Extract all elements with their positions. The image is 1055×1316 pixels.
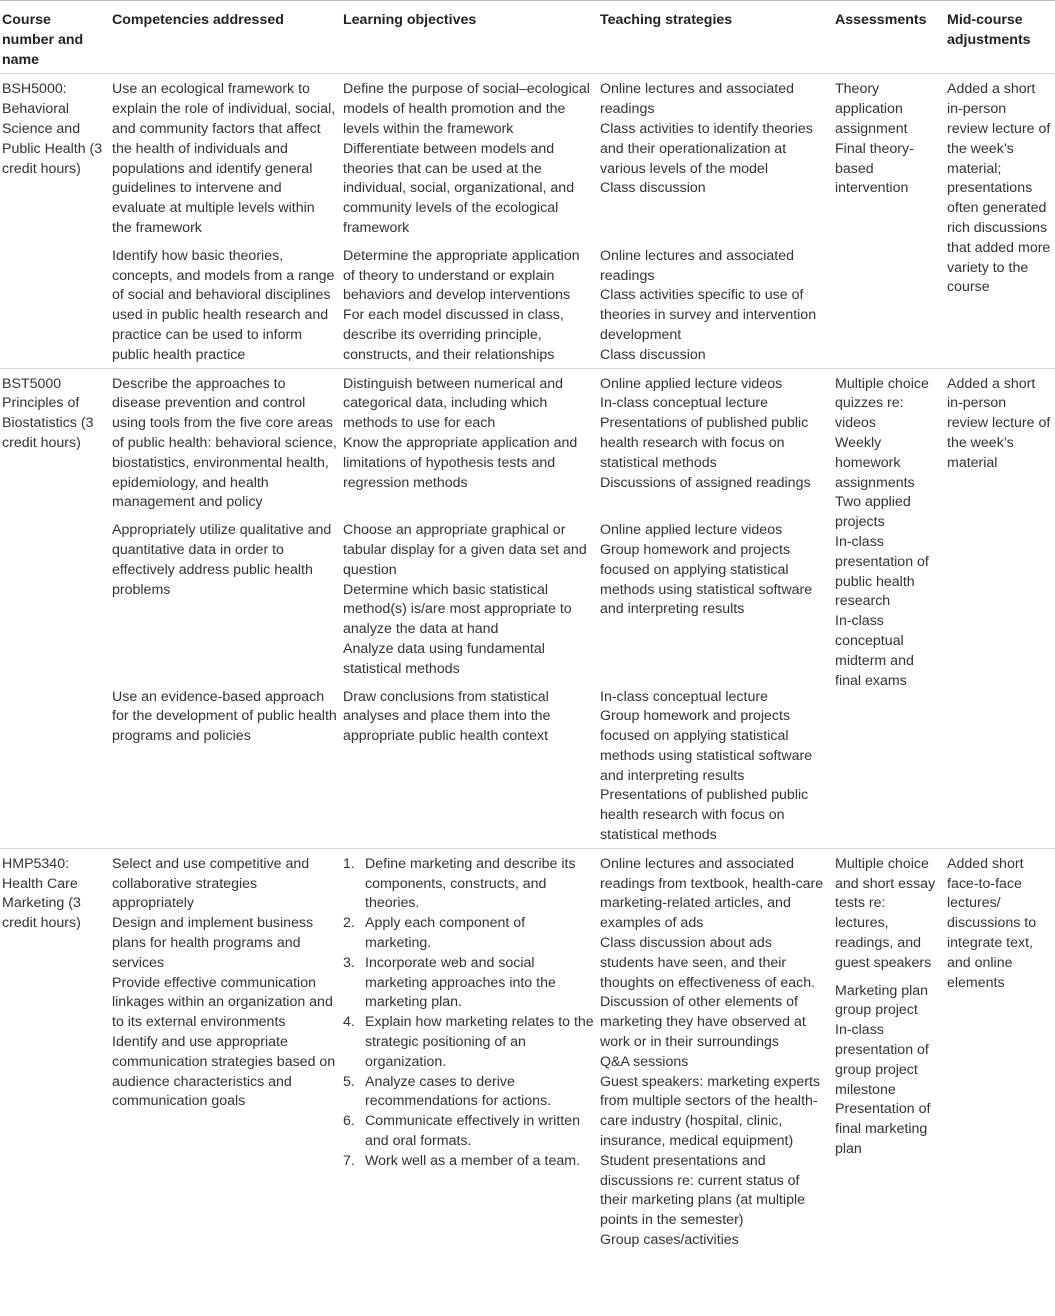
strategies-cell — [598, 515, 833, 681]
strategy: Online lectures and associated readings from textbook, health-care marketing-related articles, and examples of ads — [600, 855, 824, 932]
strategy: Group homework and projects focused on applying statistical methods using statistical software and interpreting results — [600, 541, 813, 618]
assessment: In-class conceptual midterm and final exams — [835, 613, 914, 689]
adjustment-cell: Added short face-to-face lectures/ discussions to integrate text, and online elements — [945, 848, 1055, 1252]
objective: Define the purpose of social–ecological models of health promotion and the levels within the framework — [343, 81, 590, 137]
header-adjustments: Mid-course adjustments — [947, 12, 1031, 48]
header-strategies: Teaching strategies — [600, 12, 733, 28]
course-name: HMP5340: Health Care Marketing (3 credit hours) — [0, 848, 110, 1252]
strategy: Group homework and projects focused on applying statistical methods using statistical software and interpreting results — [600, 708, 813, 784]
objectives-cell — [341, 368, 598, 515]
assessments-cell — [833, 74, 945, 368]
strategy: Presentations of published public health research with focus on statistical methods — [600, 415, 809, 471]
competency-cell: Identify how basic theories, concepts, and models from a range of social and behavioral disciplines used in public health research and practice can be used to inform public health practice — [112, 247, 335, 363]
competency-cell: Use an ecological framework to explain the role of individual, social, and community factors that affect the health of individuals and populations and identify general guidelines to intervene and evaluate at multiple levels within the framework — [110, 74, 341, 241]
competency-cell: Appropriately utilize qualitative and quantitative data in order to effectively address public health problems — [112, 522, 332, 598]
objective: Choose an appropriate graphical or tabular display for a given data set and question — [343, 522, 587, 578]
strategy: Q&A sessions — [600, 1053, 689, 1070]
header-objectives: Learning objectives — [343, 12, 477, 28]
assessments-cell — [833, 368, 945, 848]
header-competencies: Competencies addressed — [112, 12, 284, 28]
assessment: Theory application assignment — [835, 81, 908, 137]
strategies-cell — [598, 368, 833, 515]
assessment: Two applied projects — [835, 494, 911, 531]
competency: Provide effective communication linkages within an organization and to its external environments — [112, 974, 333, 1031]
table-row — [0, 368, 1055, 515]
table-header-row — [0, 1, 1055, 74]
strategy: Class activities specific to use of theories in survey and intervention development — [600, 287, 817, 343]
strategy: In-class conceptual lecture — [600, 395, 768, 412]
list-item: 1. Define marketing and describe its components, constructs, and theories. — [343, 855, 576, 912]
competency-cell: Use an evidence-based approach for the development of public health programs and policies — [112, 688, 337, 745]
assessment: Final theory-based intervention — [835, 140, 914, 197]
list-item: 7. Work well as a member of a team. — [343, 1152, 580, 1169]
strategies-cell — [598, 682, 833, 849]
list-item: 4. Explain how marketing relates to the strategic positioning of an organization. — [343, 1014, 594, 1070]
list-item: 6. Communicate effectively in written and oral formats. — [343, 1113, 581, 1150]
competency-cell: Describe the approaches to disease prevention and control using tools from the five core areas of public health: behavioral science, biostatistics, environmental health, epidemiology, and health management and policy — [110, 368, 341, 515]
list-item: 3. Incorporate web and social marketing approaches into the marketing plan. — [343, 954, 556, 1011]
assessment: Presentation of final marketing plan — [835, 1101, 931, 1158]
adjustment-cell: Added a short in-person review lecture of the week’s material — [945, 368, 1055, 848]
strategy: Online applied lecture videos — [600, 375, 783, 392]
objective: Know the appropriate application and limitations of hypothesis tests and regression methods — [343, 434, 578, 491]
objectives-cell — [341, 682, 598, 849]
strategy: In-class conceptual lecture — [600, 688, 768, 705]
strategy: Presentations of published public health research with focus on statistical methods — [600, 787, 809, 844]
assessments-cell — [833, 848, 945, 1252]
strategies-cell — [598, 74, 833, 241]
assessment: Multiple choice and short essay tests re: lectures, readings, and guest speakers — [835, 855, 936, 971]
strategies-cell — [598, 241, 833, 368]
strategy: Group cases/activities — [600, 1232, 739, 1249]
objective: Differentiate between models and theories that can be used at the individual, social, organizational, and community levels of the ecological framework — [343, 140, 575, 236]
assessment: In-class presentation of public health research — [835, 533, 929, 610]
strategy: Online lectures and associated readings — [600, 247, 795, 284]
strategy: Guest speakers: marketing experts from multiple sectors of the health-care industry (hospital, clinic, insurance, medical equipment) — [600, 1073, 821, 1150]
strategy: Discussions of assigned readings — [600, 474, 811, 491]
objective: Distinguish between numerical and categorical data, including which methods to use for each — [343, 375, 564, 432]
strategy: Class discussion — [600, 180, 706, 197]
objectives-cell — [341, 241, 598, 368]
table-row — [0, 848, 1055, 1252]
objectives-cell — [341, 74, 598, 241]
adjustment-cell: Added a short in-person review lecture of the week’s material; presentations often generated rich discussions that added more variety to the course — [945, 74, 1055, 368]
competency: Identify and use appropriate communication strategies based on audience characteristics and communication goals — [112, 1034, 336, 1110]
strategy: Class discussion about ads students have seen, and their thoughts on effectiveness of each. — [600, 935, 816, 991]
strategy: Discussion of other elements of marketing they have observed at work or in their surroundings — [600, 994, 806, 1051]
competency-cell — [110, 848, 341, 1252]
header-course: Course number and name — [2, 12, 84, 68]
strategy: Class activities to identify theories and their operationalization at various levels of the model — [600, 120, 813, 177]
list-item: 2. Apply each component of marketing. — [343, 915, 526, 952]
list-item: 5. Analyze cases to derive recommendations for actions. — [343, 1073, 552, 1110]
course-name: BSH5000: Behavioral Science and Public Health (3 credit hours) — [0, 74, 110, 368]
strategy: Online lectures and associated readings — [600, 81, 795, 118]
competency: Design and implement business plans for health programs and services — [112, 915, 314, 971]
strategy: Student presentations and discussions re: current status of their marketing plans (at multiple points in the semester) — [600, 1152, 806, 1229]
strategy: Class discussion — [600, 346, 706, 363]
assessment: Marketing plan group project — [835, 982, 929, 1019]
header-assessments: Assessments — [835, 12, 927, 28]
assessment: Weekly homework assignments — [835, 434, 915, 491]
objective: Analyze data using fundamental statistical methods — [343, 640, 545, 677]
objectives-cell — [341, 848, 598, 1252]
objectives-cell — [341, 515, 598, 681]
strategies-cell — [598, 848, 833, 1252]
competency: Select and use competitive and collaborative strategies appropriately — [112, 855, 310, 912]
course-name: BST5000 Principles of Biostatistics (3 credit hours) — [0, 368, 110, 848]
objective: Determine the appropriate application of theory to understand or explain behaviors and develop interventions — [343, 247, 580, 304]
strategy: Online applied lecture videos — [600, 522, 783, 539]
objective: Draw conclusions from statistical analyses and place them into the appropriate public health context — [343, 688, 551, 745]
assessment: Multiple choice quizzes re: videos — [835, 375, 929, 432]
objectives-list — [343, 855, 594, 1172]
objective: For each model discussed in class, describe its overriding principle, constructs, and their relationships — [343, 307, 564, 363]
objective: Determine which basic statistical method(s) is/are most appropriate to analyze the data at hand — [343, 581, 572, 638]
assessment: In-class presentation of group project milestone — [835, 1022, 929, 1098]
table-row — [0, 74, 1055, 241]
